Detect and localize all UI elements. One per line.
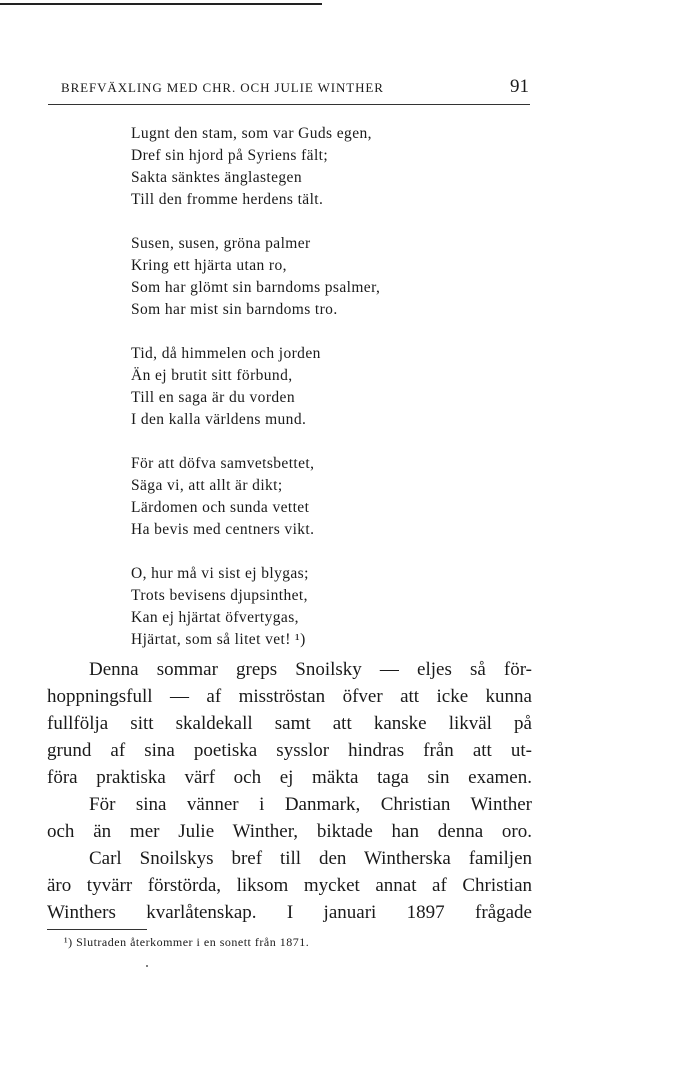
verse-line: Ha bevis med centners vikt. [131,521,315,538]
stanza [131,123,491,211]
running-header-title: BREFVÄXLING MED CHR. OCH JULIE WINTHER [61,80,384,95]
verse-line: Som har mist sin barndoms tro. [131,301,338,318]
prose-line: föra praktiska värf och ej mäkta taga sin examen. [47,767,532,788]
verse-line: Till den fromme herdens tält. [131,191,324,208]
poem [131,123,491,673]
prose-line: fullfölja sitt skaldekall samt att kanske likväl på [47,713,532,734]
verse-line: Sakta sänktes änglastegen [131,169,302,186]
running-header [61,76,529,100]
top-edge-line [0,3,322,5]
prose-line: och än mer Julie Winther, biktade han denna oro. [47,821,532,842]
verse-line: I den kalla världens mund. [131,411,307,428]
prose-line: Winthers kvarlåtenskap. I januari 1897 frågade [47,902,532,923]
verse-line: Lärdomen och sunda vettet [131,499,310,516]
footnote: ¹) Slutraden återkommer i en sonett från 1871. [64,935,310,949]
print-speck [146,965,148,967]
stanza [131,233,491,321]
prose-line: Carl Snoilskys bref till den Wintherska familjen [89,848,532,869]
footnote-rule [47,929,147,930]
paragraph [47,845,532,926]
verse-line: Tid, då himmelen och jorden [131,345,321,362]
verse-line: Dref sin hjord på Syriens fält; [131,147,329,164]
stanza [131,563,491,651]
header-rule [48,104,530,105]
verse-line: O, hur må vi sist ej blygas; [131,565,309,582]
stanza [131,343,491,431]
verse-line: Som har glömt sin barndoms psalmer, [131,279,381,296]
prose-line: hoppningsfull — af misströstan öfver att icke kunna [47,686,532,707]
body-text [47,656,532,926]
page-number: 91 [510,76,529,97]
paragraph [47,656,532,791]
prose-line: grund af sina poetiska sysslor hindras från att ut- [47,740,532,761]
verse-line: Kring ett hjärta utan ro, [131,257,287,274]
stanza [131,453,491,541]
prose-line: Denna sommar greps Snoilsky — eljes så för- [89,659,532,680]
prose-line: äro tyvärr förstörda, liksom mycket annat af Christian [47,875,532,896]
verse-line: Susen, susen, gröna palmer [131,235,311,252]
verse-line: Säga vi, att allt är dikt; [131,477,283,494]
verse-line: Lugnt den stam, som var Guds egen, [131,125,372,142]
verse-line: Än ej brutit sitt förbund, [131,367,293,384]
prose-line: För sina vänner i Danmark, Christian Winther [89,794,532,815]
verse-line: För att döfva samvetsbettet, [131,455,315,472]
verse-line: Kan ej hjärtat öfvertygas, [131,609,299,626]
paragraph [47,791,532,845]
verse-line: Till en saga är du vorden [131,389,295,406]
verse-line: Hjärtat, som så litet vet! ¹) [131,631,306,648]
verse-line: Trots bevisens djupsinthet, [131,587,308,604]
